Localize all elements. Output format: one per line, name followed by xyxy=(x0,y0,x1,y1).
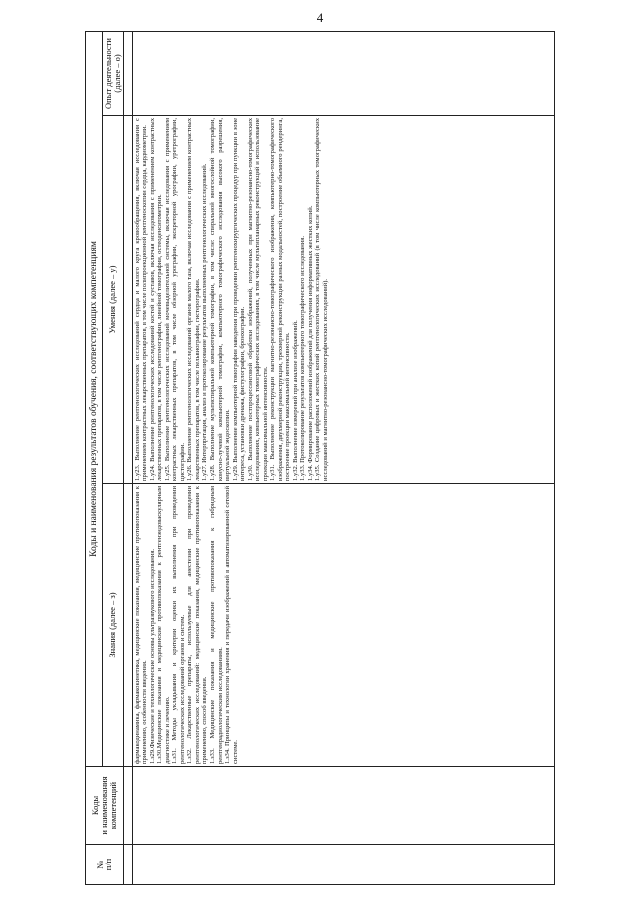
header-learning-outcomes xyxy=(86,32,103,767)
skills-item: 1.у32. Выполнение измерений при анализе изображений. xyxy=(291,320,299,481)
skills-item: 1.у25. Выполнение рентгенологических исследований мочевыделительной системы, включая исследования с применением контрастных лекарственных препаратов, в том числе обзорной урографии, экскреторной урографии, уретрографии, цистографии. xyxy=(163,118,186,481)
experience-cell xyxy=(132,32,554,116)
knowledge-item: 1.з30.Медицинские показания и медицинские противопоказания к рентгенэндоваскулярным диагностике и лечению. xyxy=(156,486,171,764)
header-skills-label: Умения (далее – у) xyxy=(107,265,118,334)
knowledge-item: 1.з29.Физические и технологические основы ультразвукового исследования. xyxy=(148,548,156,764)
knowledge-item: 1.з33. Медицинские показания и медицинские противопоказания к гибридным рентгенрадиологическим исследованиям. xyxy=(209,486,224,764)
header-row-number-label: № п/п xyxy=(94,858,114,871)
skills-item: 1.у24. Выполнение рентгенологических исследований костей и суставов, включая исследования с применением контрастных лекарственных препаратов, в том числе рентгенографии, линейной томографии, остеоденситометрии. xyxy=(148,118,164,481)
gap-cell xyxy=(123,32,132,116)
knowledge-item: 1.з31. Методы укладывания и критерии оценки их выполнения при проведении рентгенологических исследований органов и систем. xyxy=(171,486,186,764)
competency-code-cell xyxy=(132,767,554,845)
gap-cell xyxy=(123,845,132,885)
header-competency-codes xyxy=(86,767,124,845)
skills-item: 1.у31. Выполнение реконструкции магнитно-резонансно-томографического изображения, компьютерно-томографического изображения, двухмерной реконструкции, трехмерной реконструкции разных модальностей, построение объемного рендеринга, построение проекции максимальной интенсивности. xyxy=(269,118,292,481)
skills-item: 1.у35. Создание цифровых и жестких копий рентгенологических исследований (в том числе компьютерных томографических исследований и магнитно-резонансно-томографических исследований). xyxy=(314,118,329,481)
competency-table-rotated xyxy=(85,32,555,885)
header-experience-label: Опыт деятельности (далее – о) xyxy=(103,38,122,109)
skills-item: 1.у33. Протоколирование результатов компьютерного томографического исследования. xyxy=(299,236,307,481)
header-gap-row xyxy=(123,32,132,885)
knowledge-cell xyxy=(132,484,554,767)
skills-item: 1.у26. Выполнение рентгенологических исследований органов малого таза, включая исследования с применением контрастных лекарственных препаратов, в том числе пельвиографии, гистерографии. xyxy=(186,118,201,481)
skills-item: 1.у29. Выполнение компьютерной томографии наведения при проведении рентгенохирургических процедур при пункции в зоне интереса, установки дренажа, фистулографии, бронхографии. xyxy=(231,118,247,481)
row-number-cell xyxy=(132,845,554,885)
skills-cell xyxy=(132,116,554,484)
page-number: 4 xyxy=(316,10,324,25)
skills-item: 1.у30. Выполнение постпроцессинговой обработки изображений, полученных при магнитно-резонансно-томографических исследованиях, компьютерных томографических исследованиях, в том числе мультипланарных реконструкций и использование проекции максимальной интенсивности. xyxy=(246,118,269,481)
gap-cell xyxy=(123,484,132,767)
header-experience xyxy=(103,32,124,116)
header-skills xyxy=(103,116,124,484)
skills-item: 1.у27. Интерпретация, анализ и протоколирование результатов выполненных рентгенологических исследований. xyxy=(201,163,209,481)
skills-item: 1.у34. Формирование расположений изображений для получения информативных жестких копий. xyxy=(306,205,314,481)
table-row xyxy=(132,32,554,885)
knowledge-item: 1.з32. Лекарственные препараты, используемые для анестезии при проведении рентгенологических исследований: медицинские показания, медицинские противопоказания к применению, способ введения. xyxy=(186,486,209,764)
header-knowledge xyxy=(103,484,124,767)
gap-cell xyxy=(123,767,132,845)
header-knowledge-label: Знания (далее – з) xyxy=(107,592,118,658)
header-competency-codes-label: Коды и наименования компетенций xyxy=(90,776,118,835)
gap-cell xyxy=(123,116,132,484)
header-row-number xyxy=(86,845,124,885)
skills-item: 1.у23. Выполнение рентгенологических исследований сердца и малого круга кровообращения, включая исследования с применением контрастных лекарственных препаратов, в том числе полипроекционной рентгеноскопии сердца, кардиометрии. xyxy=(133,118,149,481)
skills-item: 1.у28. Выполнение мультиспиральной компьютерной томографии, в том числе: спиральной многослойной томографии, конусно-лучевой компьютерной томографии, компьютерного томографического исследования высокого разрешения, виртуальной эндоскопии. xyxy=(209,118,232,481)
competency-table xyxy=(85,31,555,885)
header-learning-outcomes-label: Коды и наименования результатов обучения, соответствующих компетенциям xyxy=(89,241,99,557)
knowledge-item: 1.з34. Принципы и технологии хранения и передачи изображений в автоматизированной сетевой системе. xyxy=(224,486,239,764)
knowledge-item: фармакодинамика, фармакокинетика, медицинские показания, медицинские противопоказания к применению, особенности введения. xyxy=(133,486,149,764)
